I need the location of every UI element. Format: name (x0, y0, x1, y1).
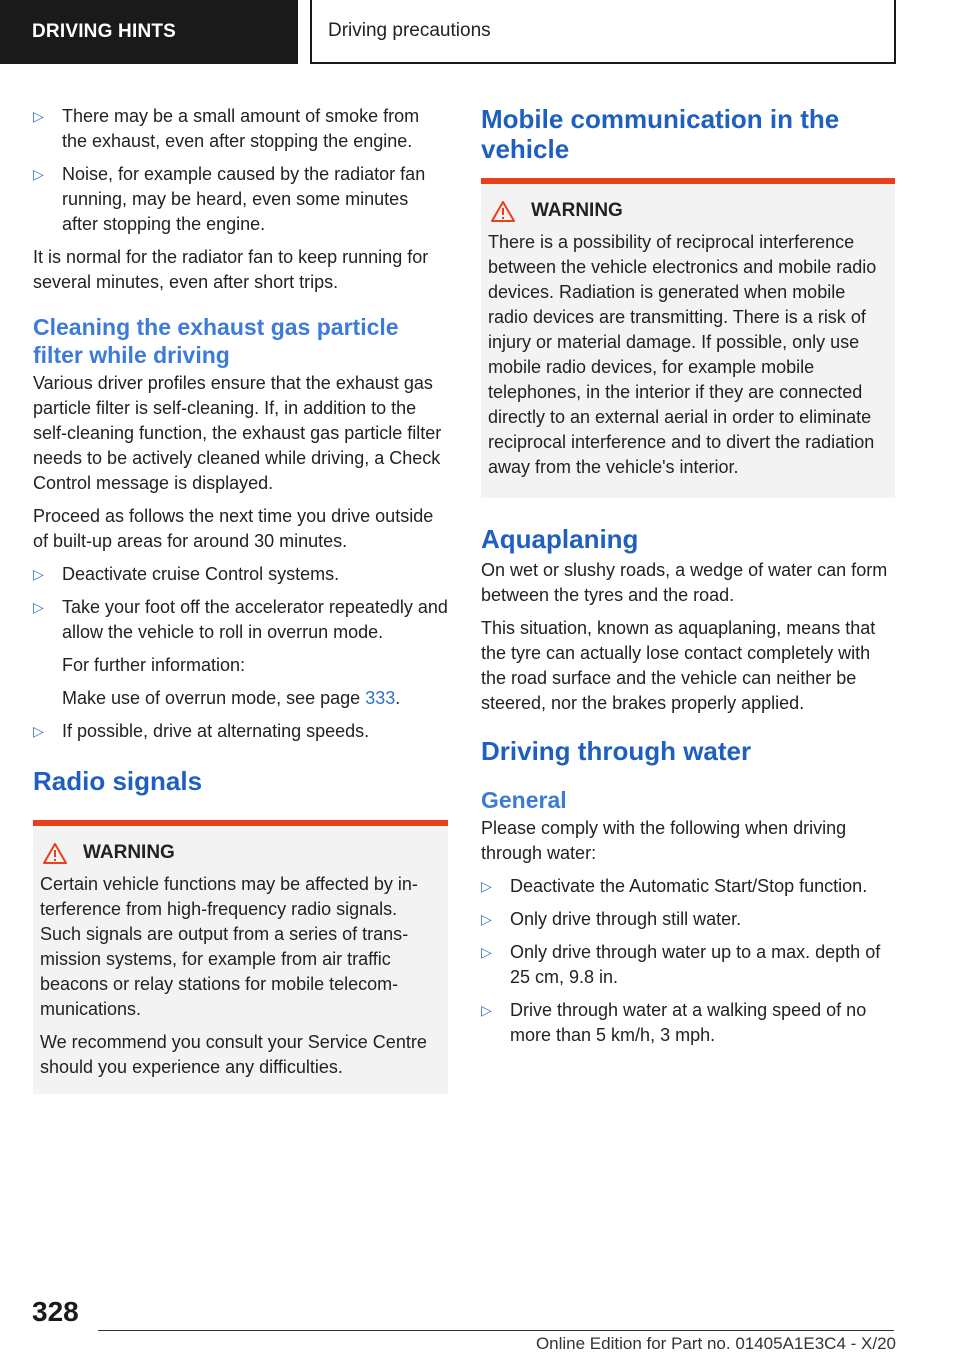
list-item: ▷ Only drive through water up to a max. depth of 25 cm, 9.8 in. (481, 942, 881, 987)
paragraph: This situation, known as aquaplaning, means that the tyre can actually lose contact completely with the road surface and the vehicle can neither be steered, nor the brakes properly applied. (481, 618, 876, 713)
chapter-title: Driving precautions (328, 20, 491, 41)
page-link[interactable]: 333 (365, 688, 396, 708)
list-item: ▷ Deactivate cruise Control systems. (33, 562, 448, 587)
page-number: 328 (32, 1296, 79, 1327)
list-item: ▷ There may be a small amount of smoke from the exhaust, even after stopping the engine. (33, 106, 420, 151)
list-item: ▷ Deactivate the Automatic Start/Stop function. (481, 874, 895, 899)
list-item: ▷ Drive through water at a walking speed of no more than 5 km/h, 3 mph. (481, 1000, 867, 1045)
triangle-bullet-icon: ▷ (481, 878, 492, 894)
section-title: DRIVING HINTS (32, 21, 177, 42)
paragraph: Various driver profiles ensure that the exhaust gas particle filter is self-cleaning. If, in addition to the self-cleaning function, the exhaust gas particle filter needs to be actively cleaned while driving, a Check Control message is displayed. (33, 373, 442, 493)
warning-title: WARNING (488, 200, 888, 222)
left-column (33, 104, 448, 1094)
warning-text: We recommend you consult your Service Centre should you experience any difficulties. (40, 1032, 427, 1077)
warning-triangle-icon (491, 201, 515, 222)
heading-aquaplaning: Aquaplaning (481, 524, 639, 554)
triangle-bullet-icon: ▷ (33, 599, 44, 615)
triangle-bullet-icon: ▷ (33, 108, 44, 124)
paragraph: Proceed as follows the next time you drive outside of built-up areas for around 30 minutes. (33, 506, 434, 551)
warning-title: WARNING (40, 842, 441, 864)
paragraph: On wet or slushy roads, a wedge of water can form between the tyres and the road. (481, 560, 888, 605)
footer-divider (98, 1330, 894, 1331)
heading-driving-through-water: Driving through water (481, 736, 752, 766)
triangle-bullet-icon: ▷ (481, 944, 492, 960)
triangle-bullet-icon: ▷ (481, 1002, 492, 1018)
warning-text: Certain vehicle functions may be affected by interference from high-frequency radio signals. Such signals are output from a series of transmission systems, for example from air traffic beacons or relay stations for mobile telecommunications. (40, 874, 418, 1019)
warning-triangle-icon (43, 843, 67, 864)
heading-mobile-communication: Mobile communication in the vehicle (481, 104, 840, 164)
paragraph: Please comply with the following when driving through water: (481, 818, 847, 863)
edition-note: Online Edition for Part no. 01405A1E3C4 - X/20 (535, 1334, 896, 1353)
paragraph: It is normal for the radiator fan to keep running for several minutes, even after short trips. (33, 247, 429, 292)
cross-reference: Make use of overrun mode, see page 333. (62, 688, 401, 708)
triangle-bullet-icon: ▷ (33, 566, 44, 582)
chapter-tab (310, 0, 896, 64)
heading-radio-signals: Radio signals (33, 766, 203, 796)
warning-box (481, 178, 895, 498)
list-item: ▷ Take your foot off the accelerator repeatedly and allow the vehicle to roll in overrun mode. (33, 597, 448, 642)
list-item: ▷ If possible, drive at alternating speeds. (33, 719, 448, 744)
paragraph: For further information: (62, 655, 246, 675)
heading-cleaning-filter: Cleaning the exhaust gas particle filter while driving (33, 314, 399, 368)
heading-general: General (481, 787, 567, 813)
right-column (481, 104, 895, 1056)
triangle-bullet-icon: ▷ (481, 911, 492, 927)
list-item: ▷ Only drive through still water. (481, 907, 895, 932)
warning-box (33, 820, 448, 1094)
warning-text: There is a possibility of reciprocal interference between the vehicle electronics and mobile radio devices. Radiation is generated when mobile radio devices are transmitting. There is a risk of injury or material damage. If possible, only use mobile radio devices, for example mobile telephones, in the interior if they are connected directly to an external aerial in order to eliminate reciprocal interference and to divert the radiation away from the vehicle's interior. (488, 232, 877, 477)
list-item: ▷ Noise, for example caused by the radiator fan running, may be heard, even some minutes after stopping the engine. (33, 164, 426, 234)
triangle-bullet-icon: ▷ (33, 166, 44, 182)
triangle-bullet-icon: ▷ (33, 723, 44, 739)
section-tab (0, 0, 298, 64)
